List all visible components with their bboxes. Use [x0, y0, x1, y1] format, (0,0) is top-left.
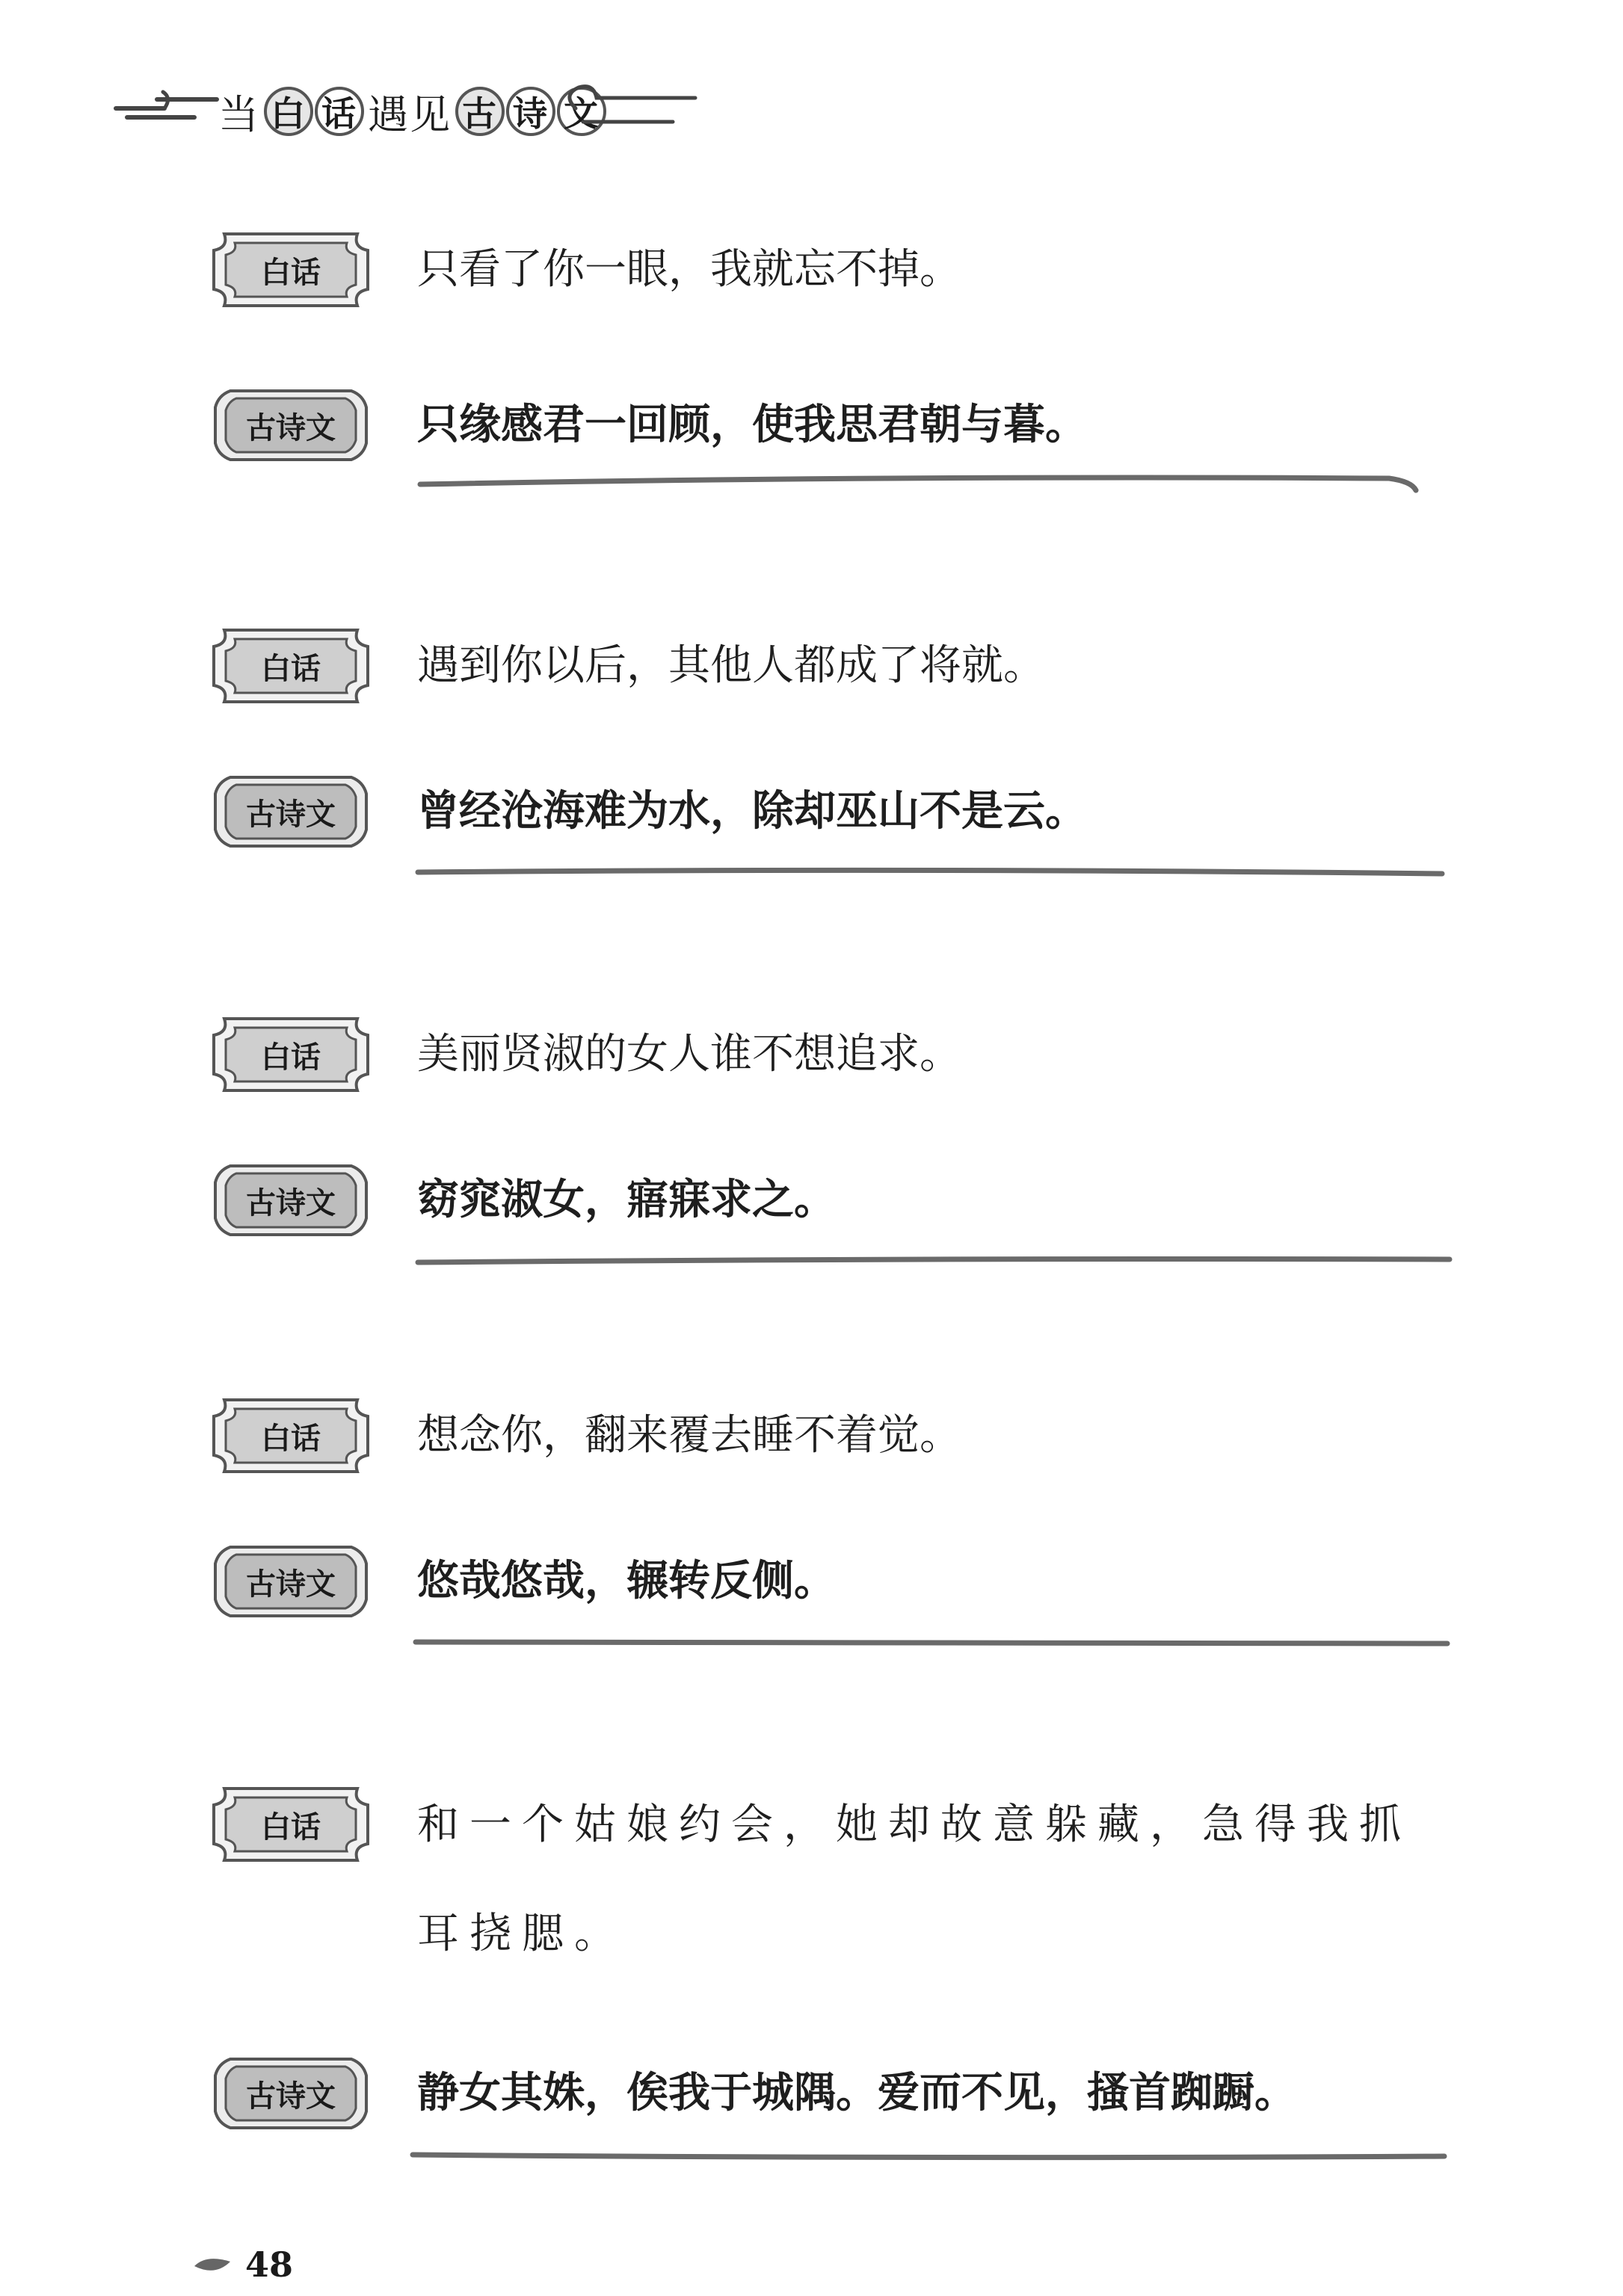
classical-text: 窈窕淑女，寤寐求之。 — [417, 1176, 836, 1224]
classical-row — [209, 770, 1087, 854]
pair-2 — [209, 624, 1473, 908]
vernacular-badge — [209, 624, 372, 708]
classical-text: 只缘感君一回顾，使我思君朝与暮。 — [417, 401, 1087, 449]
vernacular-label: 白话 — [261, 254, 321, 290]
title-ring-char: 话 — [315, 87, 364, 136]
page-number: 48 — [245, 2244, 294, 2285]
vernacular-label: 白话 — [261, 1809, 321, 1845]
title-ring-char: 古 — [455, 87, 505, 136]
pair-divider — [417, 471, 1419, 493]
pair-3 — [209, 1013, 1473, 1297]
vernacular-text: 只看了你一眼，我就忘不掉。 — [417, 245, 961, 294]
classical-label: 古诗文 — [246, 410, 336, 445]
title-char: 遇见 — [368, 90, 452, 138]
classical-badge — [209, 1540, 372, 1623]
cloud-ornament-right-icon — [561, 78, 703, 138]
pair-1 — [209, 228, 1473, 512]
vernacular-label: 白话 — [261, 1420, 321, 1456]
classical-row — [209, 1540, 836, 1623]
vernacular-label: 白话 — [261, 650, 321, 686]
classical-badge — [209, 2052, 372, 2135]
vernacular-row — [209, 1013, 961, 1096]
vernacular-badge — [209, 1394, 372, 1478]
pair-divider — [415, 1252, 1454, 1270]
classical-label: 古诗文 — [246, 2078, 336, 2114]
vernacular-text: 美丽贤淑的女人谁不想追求。 — [417, 1030, 961, 1078]
cloud-ornament-left-icon — [112, 84, 224, 129]
book-title — [215, 81, 607, 141]
vernacular-row — [209, 228, 961, 312]
vernacular-badge — [209, 1783, 372, 1866]
pair-divider — [415, 863, 1447, 881]
leaf-ornament-icon — [193, 2254, 232, 2275]
classical-badge — [209, 1158, 372, 1242]
classical-row — [209, 383, 1087, 467]
vernacular-text: 想念你，翻来覆去睡不着觉。 — [417, 1411, 961, 1460]
pair-divider — [410, 2147, 1449, 2165]
classical-row — [209, 2052, 1296, 2135]
running-header — [112, 71, 680, 153]
classical-label: 古诗文 — [246, 1566, 336, 1602]
pair-5 — [209, 1783, 1473, 2186]
title-char: 当 — [218, 90, 260, 138]
title-ring-char: 白 — [264, 87, 313, 136]
vernacular-text: 和一个姑娘约会，她却故意躲藏，急得我抓耳挠腮。 — [417, 1800, 1411, 1958]
classical-row — [209, 1158, 836, 1242]
vernacular-badge — [209, 228, 372, 312]
vernacular-text: 遇到你以后，其他人都成了将就。 — [417, 641, 1045, 690]
vernacular-row — [209, 624, 1045, 708]
vernacular-badge — [209, 1013, 372, 1096]
pair-4 — [209, 1394, 1473, 1678]
title-ring-char: 诗 — [506, 87, 555, 136]
classical-badge — [209, 383, 372, 467]
classical-text: 悠哉悠哉，辗转反侧。 — [417, 1557, 836, 1605]
title-ring-char: 文 — [557, 87, 606, 136]
vernacular-row — [209, 1783, 1456, 1989]
vernacular-row — [209, 1394, 961, 1478]
classical-label: 古诗文 — [246, 1185, 336, 1220]
page-footer — [193, 2242, 293, 2287]
classical-label: 古诗文 — [246, 796, 336, 832]
classical-badge — [209, 770, 372, 854]
classical-text: 曾经沧海难为水，除却巫山不是云。 — [417, 787, 1087, 836]
pair-divider — [413, 1635, 1452, 1652]
classical-text: 静女其姝，俟我于城隅。爱而不见，搔首踟蹰。 — [417, 2069, 1296, 2117]
vernacular-label: 白话 — [261, 1039, 321, 1075]
